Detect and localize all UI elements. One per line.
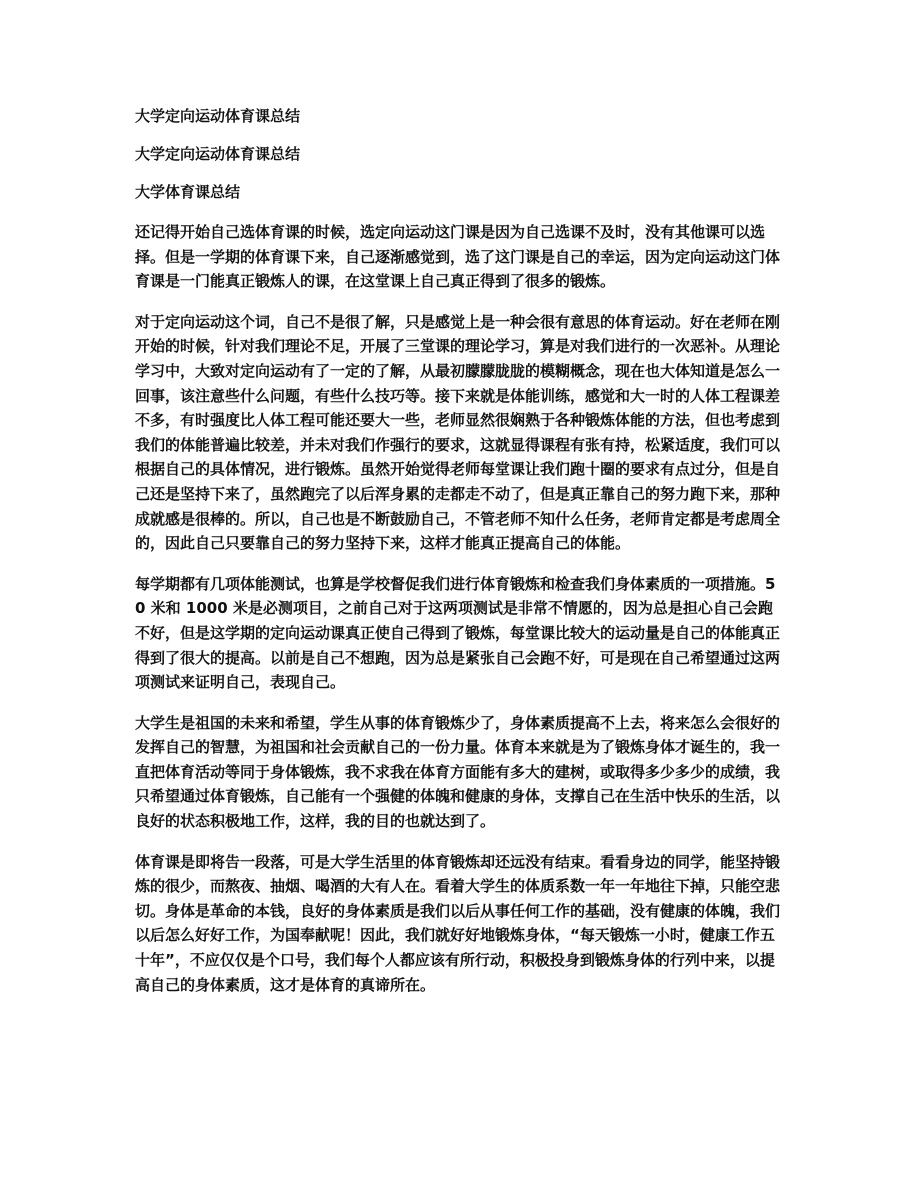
document-page bbox=[135, 106, 783, 1013]
document-subtitle: 大学定向运动体育课总结 bbox=[135, 145, 301, 163]
paragraph-training: 对于定向运动这个词，自己不是很了解，只是感觉上是一种会很有意思的体育运动。好在老师在刚开始的时候，针对我们理论不足，开展了三堂课的理论学习，算是对我们进行的一次恶补。从理论学习中，大致对定向运动有了一定的了解，从最初朦朦胧胧的模糊概念，现在也大体知道是怎么一回事，该注意些什么问题，有些什么技巧等。接下来就是体能训练，感觉和大一时的人体工程课差不多，有时强度比人体工程可能还要大一些，老师显然很娴熟于各种锻炼体能的方法，但也考虑到我们的体能普遍比较差，并未对我们作强行的要求，这就显得课程有张有持，松紧适度，我们可以根据自己的具体情况，进行锻炼。虽然开始觉得老师每堂课让我们跑十圈的要求有点过分，但是自己还是坚持下来了，虽然跑完了以后浑身累的走都走不动了，但是真正靠自己的努力跑下来，那种成就感是很棒的。所以，自己也是不断鼓励自己，不管老师不知什么任务，老师肯定都是考虑周全的，因此自己只要靠自己的努力坚持下来，这样才能真正提高自己的体能。 bbox=[135, 312, 781, 553]
paragraph-course-choice: 还记得开始自己选体育课的时候，选定向运动这门课是因为自己选课不及时，没有其他课可以选择。但是一学期的体育课下来，自己逐渐感觉到，选了这门课是自己的幸运，因为定向运动这门体育课是一门能真正锻炼人的课，在这堂课上自己真正得到了很多的锻炼。 bbox=[135, 223, 781, 291]
paragraph-fitness-tests: 每学期都有几项体能测试，也算是学校督促我们进行体育锻炼和检查我们身体素质的一项措施。50 米和 1000 米是必测项目，之前自己对于这两项测试是非常不情愿的，因为总是担心自己会跑不好，但是这学期的定向运动课真正使自己得到了锻炼，每堂课比较大的运动量是自己的体能真正得到了很大的提高。以前是自己不想跑，因为总是紧张自己会跑不好，可是现在自己希望通过这两项测试来证明自己，表现自己。 bbox=[135, 574, 781, 692]
paragraph-students-future: 大学生是祖国的未来和希望，学生从事的体育锻炼少了，身体素质提高不上去，将来怎么会很好的发挥自己的智慧，为祖国和社会贡献自己的一份力量。体育本来就是为了锻炼身体才诞生的，我一直把体育活动等同于身体锻炼，我不求我在体育方面能有多大的建树，或取得多少多少的成绩，我只希望通过体育锻炼，自己能有一个强健的体魄和健康的身体，支撑自己在生活中快乐的生活，以良好的状态积极地工作，这样，我的目的也就达到了。 bbox=[135, 713, 781, 831]
paragraph-conclusion: 体育课是即将告一段落，可是大学生活里的体育锻炼却还远没有结束。看看身边的同学，能坚持锻炼的很少，而熬夜、抽烟、喝酒的大有人在。看着大学生的体质系数一年一年地往下掉，只能空悲切。身体是革命的本钱，良好的身体素质是我们以后从事任何工作的基础，没有健康的体魄，我们以后怎么好好工作，为国奉献呢！因此，我们就好好地锻炼身体，“每天锻炼一小时，健康工作五十年”，不应仅仅是个口号，我们每个人都应该有所行动，积极投身到锻炼身体的行列中来，以提高自己的身体素质，这才是体育的真谛所在。 bbox=[135, 852, 781, 994]
section-heading: 大学体育课总结 bbox=[135, 183, 241, 201]
document-title: 大学定向运动体育课总结 bbox=[135, 107, 301, 125]
